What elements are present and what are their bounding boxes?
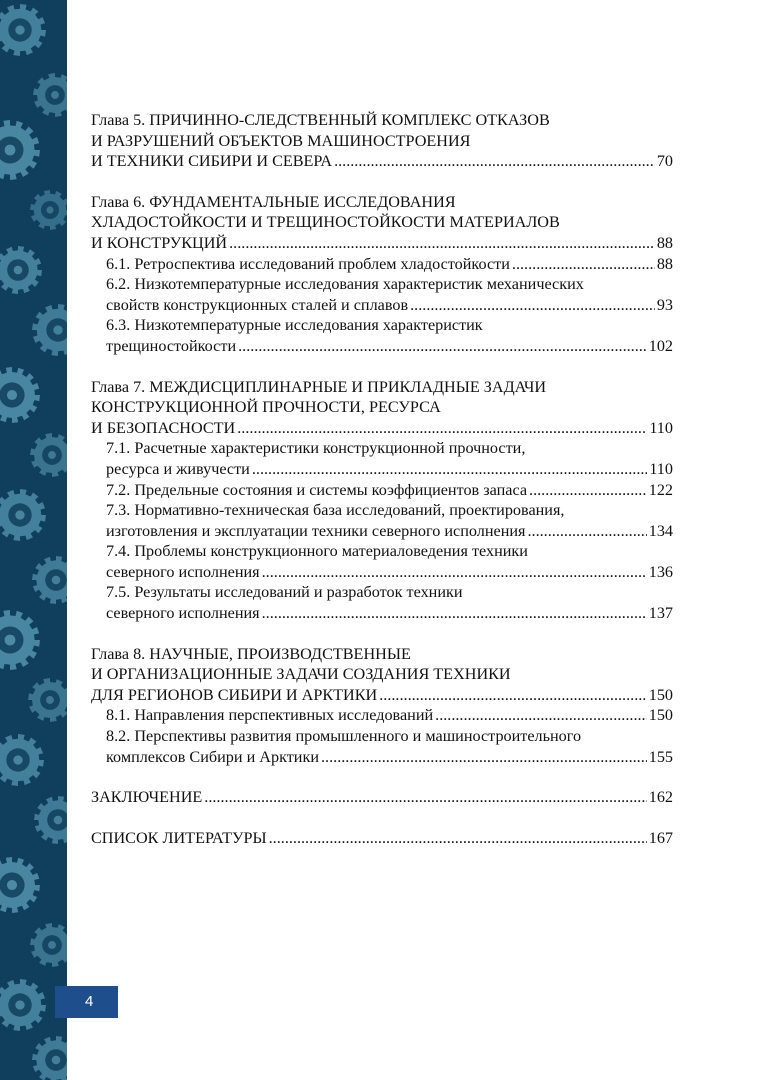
dot-leader — [237, 418, 647, 439]
dot-leader — [262, 562, 647, 583]
dot-leader — [229, 233, 655, 254]
toc-page-number: 134 — [648, 521, 673, 540]
toc-chapter-title-line: И РАЗРУШЕНИЙ ОБЪЕКТОВ МАШИНОСТРОЕНИЯ — [91, 131, 471, 150]
toc-entry-label: СПИСОК ЛИТЕРАТУРЫ — [91, 828, 267, 847]
toc-subentry-line: 7.5. Результаты исследований и разработок техники — [106, 583, 463, 602]
toc-entry-label: комплексов Сибири и Арктики — [106, 747, 319, 766]
gears-pattern-icon — [0, 0, 67, 1080]
toc-subentry-line: 8.2. Перспективы развития промышленного и машиностроительного — [106, 727, 582, 746]
toc-subentry[interactable] — [91, 603, 673, 624]
dot-leader — [252, 459, 647, 480]
dot-leader — [410, 295, 655, 316]
toc-entry[interactable] — [91, 685, 673, 706]
toc-page-number: 110 — [649, 418, 673, 437]
dot-leader — [238, 336, 647, 357]
toc-entry-label: И ТЕХНИКИ СИБИРИ И СЕВЕРА — [91, 152, 333, 171]
toc-entry-label: ресурса и живучести — [106, 459, 250, 478]
table-of-contents — [91, 110, 673, 868]
toc-subentry[interactable] — [91, 459, 673, 480]
dot-leader — [527, 521, 646, 542]
toc-page-number: 155 — [648, 747, 673, 766]
toc-conclusion — [91, 787, 673, 808]
toc-subentry-line: 7.1. Расчетные характеристики конструкционной прочности, — [106, 439, 526, 458]
toc-page-number: 167 — [648, 828, 673, 847]
toc-entry-label: свойств конструкционных сталей и сплавов — [106, 295, 409, 314]
toc-page-number: 110 — [649, 459, 673, 478]
toc-page-number: 136 — [648, 562, 673, 581]
toc-page-number: 70 — [656, 152, 673, 171]
toc-entry-label: изготовления и эксплуатации техники северного исполнения — [106, 521, 526, 540]
toc-page-number: 162 — [648, 788, 673, 807]
toc-subentry[interactable] — [91, 747, 673, 768]
toc-subentry-line: 7.3. Нормативно-техническая база исследований, проектирования, — [106, 501, 565, 520]
page-number: 4 — [85, 993, 94, 1010]
toc-chapter-title-line: КОНСТРУКЦИОННОЙ ПРОЧНОСТИ, РЕСУРСА — [91, 398, 441, 417]
toc-subentry[interactable] — [91, 254, 673, 275]
toc-page-number: 150 — [648, 685, 673, 704]
decorative-gear-strip — [0, 0, 67, 1080]
toc-page-number: 122 — [648, 480, 673, 499]
toc-entry[interactable] — [91, 787, 673, 808]
dot-leader — [269, 828, 647, 849]
toc-subentry-line: 6.2. Низкотемпературные исследования характеристик механических — [106, 275, 584, 294]
toc-entry-label: ДЛЯ РЕГИОНОВ СИБИРИ И АРКТИКИ — [91, 685, 378, 704]
toc-chapter-title-line: ХЛАДОСТОЙКОСТИ И ТРЕЩИНОСТОЙКОСТИ МАТЕРИАЛОВ — [91, 213, 560, 232]
toc-chapter-7 — [91, 377, 673, 624]
toc-chapter-8 — [91, 644, 673, 768]
toc-entry[interactable] — [91, 151, 673, 172]
toc-entry[interactable] — [91, 828, 673, 849]
toc-entry-label: 6.1. Ретроспектива исследований проблем хладостойкости — [106, 254, 510, 273]
toc-chapter-title-line: И ОРГАНИЗАЦИОННЫЕ ЗАДАЧИ СОЗДАНИЯ ТЕХНИКИ — [91, 665, 511, 684]
toc-page-number: 102 — [648, 336, 673, 355]
toc-references — [91, 828, 673, 849]
toc-entry-label: северного исполнения — [106, 604, 260, 623]
toc-entry-label: 7.2. Предельные состояния и системы коэффициентов запаса — [106, 480, 528, 499]
dot-leader — [379, 685, 646, 706]
toc-entry-label: И БЕЗОПАСНОСТИ — [91, 418, 236, 437]
toc-subentry[interactable] — [91, 336, 673, 357]
toc-subentry-line: 6.3. Низкотемпературные исследования характеристик — [106, 316, 483, 335]
toc-chapter-title-line: Глава 6. ФУНДАМЕНТАЛЬНЫЕ ИССЛЕДОВАНИЯ — [91, 192, 456, 211]
toc-chapter-5 — [91, 110, 673, 172]
toc-chapter-title-line: Глава 8. НАУЧНЫЕ, ПРОИЗВОДСТВЕННЫЕ — [91, 644, 411, 663]
toc-entry-label: трещиностойкости — [106, 336, 237, 355]
toc-entry-label: И КОНСТРУКЦИЙ — [91, 233, 228, 252]
toc-chapter-6 — [91, 192, 673, 357]
toc-subentry[interactable] — [91, 705, 673, 726]
toc-page-number: 137 — [648, 604, 673, 623]
dot-leader — [262, 603, 647, 624]
toc-page-number: 88 — [656, 254, 673, 273]
toc-chapter-title-line: Глава 5. ПРИЧИННО-СЛЕДСТВЕННЫЙ КОМПЛЕКС ОТКАЗОВ — [91, 111, 550, 129]
dot-leader — [529, 480, 647, 501]
dot-leader — [512, 254, 655, 275]
toc-entry-label: 8.1. Направления перспективных исследований — [106, 706, 434, 725]
toc-entry-label: ЗАКЛЮЧЕНИЕ — [91, 788, 203, 807]
toc-subentry[interactable] — [91, 562, 673, 583]
page-number-badge — [55, 986, 118, 1018]
toc-subentry[interactable] — [91, 480, 673, 501]
toc-entry[interactable] — [91, 233, 673, 254]
toc-page-number: 93 — [656, 295, 673, 314]
toc-entry[interactable] — [91, 418, 673, 439]
toc-entry-label: северного исполнения — [106, 562, 260, 581]
toc-subentry-line: 7.4. Проблемы конструкционного материаловедения техники — [106, 542, 528, 561]
toc-page-number: 88 — [656, 233, 673, 252]
toc-page-number: 150 — [648, 706, 673, 725]
dot-leader — [435, 705, 647, 726]
toc-chapter-title-line: Глава 7. МЕЖДИСЦИПЛИНАРНЫЕ И ПРИКЛАДНЫЕ ЗАДАЧИ — [91, 377, 547, 396]
toc-subentry[interactable] — [91, 295, 673, 316]
dot-leader — [334, 151, 655, 172]
toc-subentry[interactable] — [91, 521, 673, 542]
dot-leader — [321, 747, 647, 768]
dot-leader — [204, 787, 646, 808]
